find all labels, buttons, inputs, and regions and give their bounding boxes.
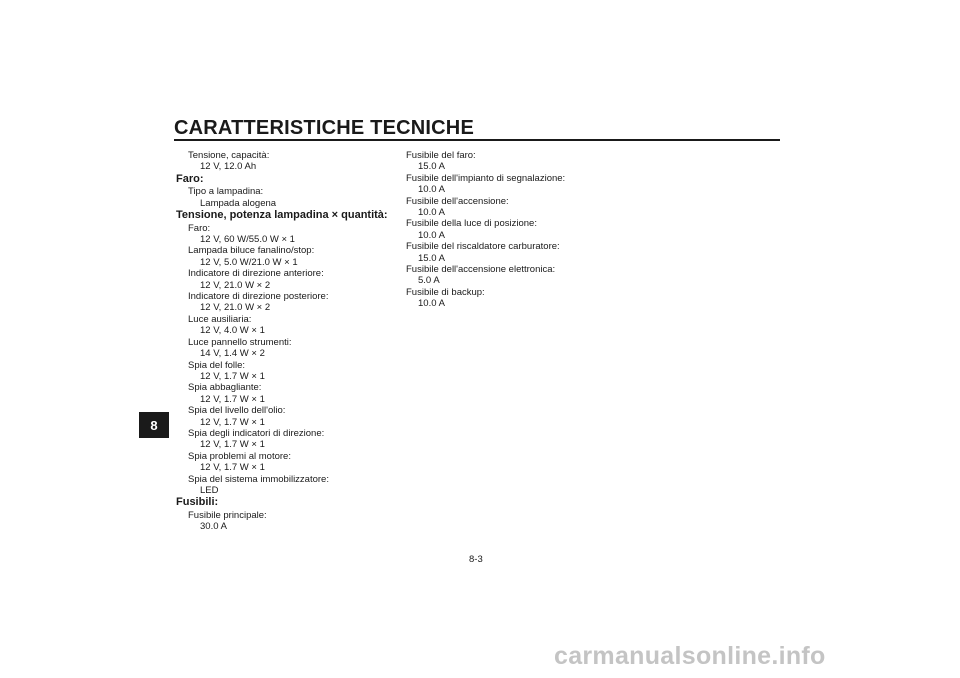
spec-label: Fusibile del faro: xyxy=(406,150,476,161)
spec-value: 10.0 A xyxy=(418,229,445,241)
spec-label: Fusibile dell'accensione: xyxy=(406,195,509,207)
spec-column-left xyxy=(176,150,388,533)
spec-label: Spia del sistema immobilizzatore: xyxy=(188,473,329,485)
spec-label: Fusibile di backup: xyxy=(406,286,485,298)
spec-value: 30.0 A xyxy=(200,521,227,533)
title-underline xyxy=(174,139,780,141)
spec-value: 12 V, 60 W/55.0 W × 1 xyxy=(200,234,295,246)
spec-value: 12 V, 21.0 W × 2 xyxy=(200,279,271,291)
section-heading: Fusibili: xyxy=(176,496,219,509)
spec-value: 12 V, 1.7 W × 1 xyxy=(200,393,265,405)
section-heading: Faro: xyxy=(176,172,204,185)
page-title: CARATTERISTICHE TECNICHE xyxy=(174,117,474,139)
spec-label: Spia problemi al motore: xyxy=(188,450,291,462)
spec-label: Indicatore di direzione anteriore: xyxy=(188,268,324,280)
spec-value: 10.0 A xyxy=(418,298,445,310)
spec-label: Luce pannello strumenti: xyxy=(188,336,292,348)
spec-label: Fusibile della luce di posizione: xyxy=(406,218,537,230)
spec-label: Lampada biluce fanalino/stop: xyxy=(188,245,315,257)
chapter-tab: 8 xyxy=(139,412,169,438)
page-number: 8-3 xyxy=(469,554,483,565)
spec-label: Tipo a lampadina: xyxy=(188,186,264,198)
spec-label: Fusibile dell'accensione elettronica: xyxy=(406,264,556,276)
spec-label: Spia del folle: xyxy=(188,359,246,371)
spec-label: Luce ausiliaria: xyxy=(188,313,252,325)
spec-label: Faro: xyxy=(188,222,211,234)
spec-value: 12 V, 12.0 Ah xyxy=(200,161,257,173)
spec-label: Spia abbagliante: xyxy=(188,382,262,394)
spec-value: Lampada alogena xyxy=(200,197,277,209)
spec-value: 12 V, 1.7 W × 1 xyxy=(200,370,265,382)
spec-column-right xyxy=(394,150,594,310)
spec-label: Spia del livello dell'olio: xyxy=(188,405,286,417)
spec-value: 12 V, 1.7 W × 1 xyxy=(200,462,265,474)
spec-value: 12 V, 4.0 W × 1 xyxy=(200,325,265,337)
spec-value: 5.0 A xyxy=(418,275,440,287)
spec-value: 12 V, 1.7 W × 1 xyxy=(200,416,265,428)
watermark-text: carmanualsonline.info xyxy=(554,642,826,670)
spec-label: Tensione, capacità: xyxy=(188,150,270,161)
spec-value: LED xyxy=(200,484,219,496)
spec-label: Indicatore di direzione posteriore: xyxy=(188,291,329,303)
spec-label: Fusibile principale: xyxy=(188,509,267,521)
section-heading: Tensione, potenza lampadina × quantità: xyxy=(176,209,388,222)
spec-label: Spia degli indicatori di direzione: xyxy=(188,427,325,439)
spec-label: Fusibile del riscaldatore carburatore: xyxy=(406,241,560,253)
spec-label: Fusibile dell'impianto di segnalazione: xyxy=(406,172,566,184)
spec-value: 10.0 A xyxy=(418,184,445,196)
spec-value: 10.0 A xyxy=(418,207,445,219)
spec-value: 12 V, 1.7 W × 1 xyxy=(200,439,265,451)
spec-value: 12 V, 5.0 W/21.0 W × 1 xyxy=(200,256,298,268)
spec-value: 14 V, 1.4 W × 2 xyxy=(200,348,265,360)
spec-value: 15.0 A xyxy=(418,161,445,173)
spec-value: 15.0 A xyxy=(418,252,445,264)
spec-value: 12 V, 21.0 W × 2 xyxy=(200,302,271,314)
